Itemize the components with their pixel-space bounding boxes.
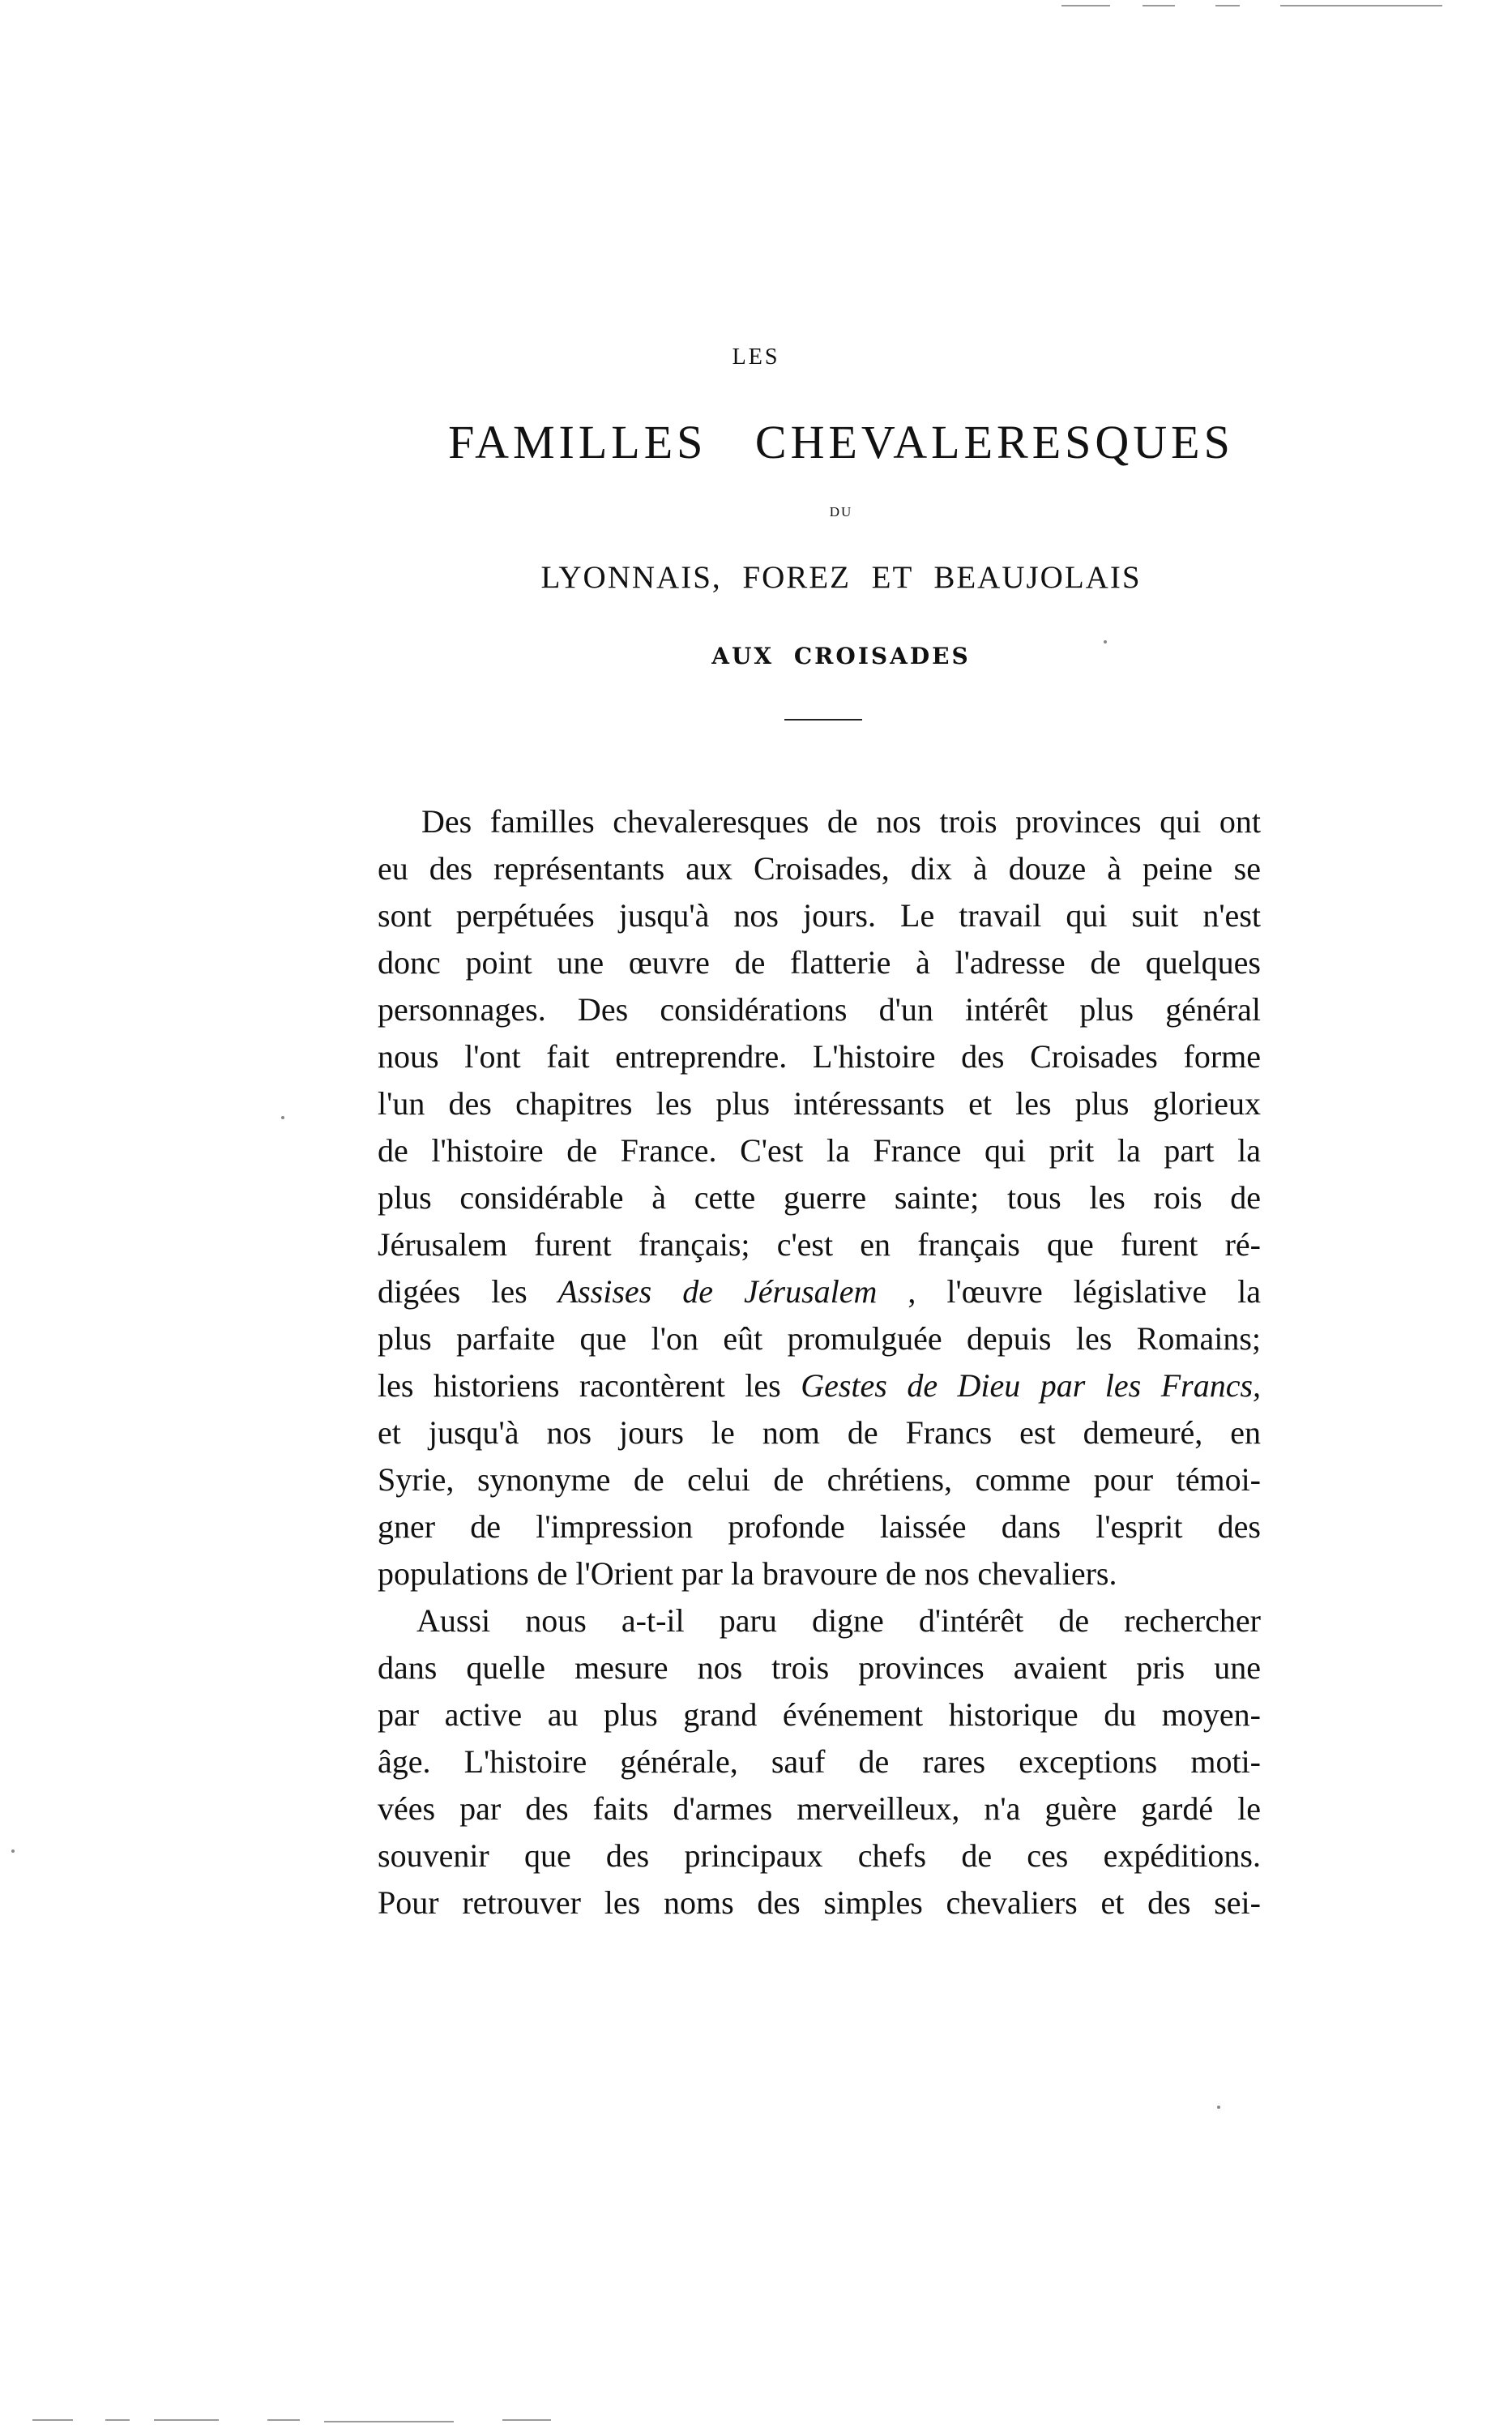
scan-artifact-top xyxy=(1061,5,1110,6)
text-line: Aussi nous a-t-il paru digne d'intérêt de rechercher xyxy=(416,1602,1261,1639)
text-line: Pour retrouver les noms des simples chevaliers et des sei- xyxy=(378,1884,1261,1921)
text-line: l'un des chapitres les plus intéressants et les plus glorieux xyxy=(378,1085,1261,1122)
scan-artifact-bottom xyxy=(502,2419,551,2421)
text-line: Syrie, synonyme de celui de chrétiens, comme pour témoi- xyxy=(378,1461,1261,1498)
scan-artifact-bottom xyxy=(267,2419,300,2421)
scan-artifact-top xyxy=(1215,5,1240,6)
scan-artifact-dot xyxy=(11,1849,15,1853)
scan-artifact-top xyxy=(1280,5,1442,6)
text-line xyxy=(378,1362,1261,1409)
italic-title: Assises de Jérusalem xyxy=(557,1273,878,1310)
text-line: dans quelle mesure nos trois provinces avaient pris une xyxy=(378,1649,1261,1686)
text-segment: les historiens racontèrent les xyxy=(378,1367,781,1404)
italic-title: Gestes de Dieu par les Francs, xyxy=(801,1367,1262,1404)
text-line: vées par des faits d'armes merveilleux, n'a guère gardé le xyxy=(378,1790,1261,1827)
text-line: plus parfaite que l'on eût promulguée depuis les Romains; xyxy=(378,1320,1261,1357)
text-line: souvenir que des principaux chefs de ces expéditions. xyxy=(378,1837,1261,1874)
header-du: DU xyxy=(829,504,853,520)
header-les: LES xyxy=(732,344,780,370)
text-line: plus considérable à cette guerre sainte; tous les rois de xyxy=(378,1179,1261,1216)
header-provinces: LYONNAIS, FOREZ ET BEAUJOLAIS xyxy=(540,560,1142,595)
text-segment: digées les xyxy=(378,1273,527,1310)
scan-artifact-bottom xyxy=(324,2421,454,2422)
text-line: eu des représentants aux Croisades, dix à douze à peine se xyxy=(378,850,1261,887)
text-line: âge. L'histoire générale, sauf de rares exceptions moti- xyxy=(378,1743,1261,1780)
text-line: nous l'ont fait entreprendre. L'histoire des Croisades forme xyxy=(378,1038,1261,1075)
text-line: Des familles chevaleresques de nos trois provinces qui ont xyxy=(421,803,1261,840)
scan-artifact-bottom xyxy=(32,2419,73,2421)
scan-artifact-dot xyxy=(1217,2106,1220,2109)
scan-artifact-bottom xyxy=(154,2419,219,2421)
text-line: de l'histoire de France. C'est la France qui prit la part la xyxy=(378,1132,1261,1169)
text-line: sont perpétuées jusqu'à nos jours. Le travail qui suit n'est xyxy=(378,897,1261,934)
text-line: donc point une œuvre de flatterie à l'adresse de quelques xyxy=(378,944,1261,981)
header-divider xyxy=(784,719,862,720)
page-title: FAMILLES CHEVALERESQUES xyxy=(448,416,1234,468)
text-line: personnages. Des considérations d'un intérêt plus général xyxy=(378,991,1261,1028)
body-text xyxy=(378,798,1261,1926)
text-line xyxy=(378,1268,1261,1315)
scan-artifact-bottom xyxy=(105,2419,130,2421)
scan-artifact-top xyxy=(1143,5,1175,6)
text-line: et jusqu'à nos jours le nom de Francs est demeuré, en xyxy=(378,1414,1261,1451)
text-line: Jérusalem furent français; c'est en français que furent ré- xyxy=(378,1226,1261,1263)
text-segment: , l'œuvre législative la xyxy=(908,1273,1262,1310)
text-line: par active au plus grand événement historique du moyen- xyxy=(378,1696,1261,1733)
text-line: gner de l'impression profonde laissée dans l'esprit des xyxy=(378,1508,1261,1545)
scan-artifact-dot xyxy=(281,1116,284,1119)
text-line: populations de l'Orient par la bravoure de nos chevaliers. xyxy=(378,1555,1117,1592)
header-croisades: AUX CROISADES xyxy=(711,643,971,669)
